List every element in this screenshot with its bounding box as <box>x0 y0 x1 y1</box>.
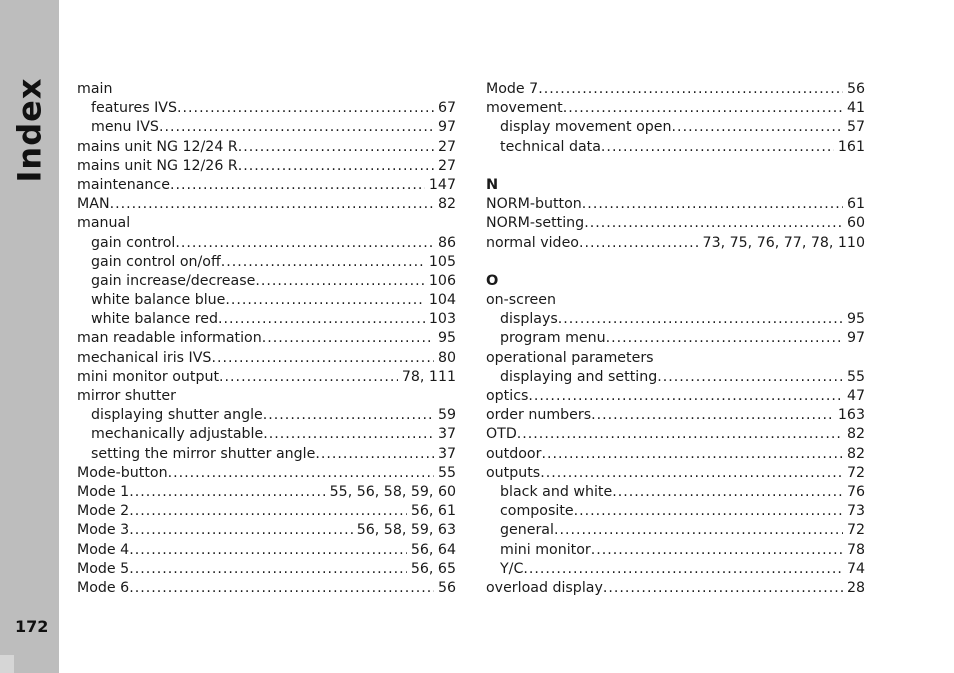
dot-leader <box>528 387 843 406</box>
index-entry-pages: 80 <box>437 349 456 366</box>
index-entry-pages: 95 <box>846 311 865 328</box>
index-entry <box>77 195 464 214</box>
index-entry-label: Mode 6 <box>77 579 130 596</box>
index-entry-label: outputs <box>486 464 541 481</box>
index-entry-label: mechanically adjustable <box>91 426 264 443</box>
dot-leader <box>175 234 434 253</box>
index-entry-label: gain control <box>91 234 176 251</box>
index-entry-label: gain increase/decrease <box>91 272 256 289</box>
index-entry-pages: 86 <box>437 234 456 251</box>
dot-leader <box>263 406 434 425</box>
dot-leader <box>601 138 834 157</box>
dot-leader <box>672 118 843 137</box>
index-entry-pages: 28 <box>846 579 865 596</box>
dot-leader <box>612 483 843 502</box>
index-entry-pages: 27 <box>437 138 456 155</box>
index-entry-pages: 47 <box>846 388 865 404</box>
index-entry-pages: 163 <box>837 407 865 424</box>
index-entry <box>77 349 464 368</box>
index-entry-pages: 56 <box>846 81 865 97</box>
index-entry-label: optics <box>486 388 529 404</box>
index-entry <box>77 521 464 540</box>
index-entry-pages: 56, 58, 59, 63 <box>356 522 456 539</box>
index-entry-pages: 55 <box>437 464 456 481</box>
dot-leader <box>554 521 843 540</box>
index-entry <box>486 310 873 329</box>
dot-leader <box>129 483 325 502</box>
index-entry <box>486 214 873 233</box>
index-entry-label: normal video <box>486 234 579 251</box>
index-entry-label: menu IVS <box>91 119 159 136</box>
index-entry <box>77 483 464 502</box>
index-entry-pages: 56, 64 <box>410 541 456 558</box>
dot-leader <box>591 406 834 425</box>
dot-leader <box>238 138 434 157</box>
index-entry-label: mirror shutter <box>77 388 176 404</box>
index-entry <box>77 138 464 157</box>
index-entry <box>486 387 873 406</box>
index-entry-label: Mode 7 <box>486 81 539 97</box>
index-entry-pages: 67 <box>437 100 456 117</box>
index-entry-pages: 106 <box>428 272 456 289</box>
index-entry <box>486 368 873 387</box>
index-entry-label: display movement open <box>500 119 672 136</box>
index-entry-pages: 61 <box>846 196 865 213</box>
index-entry <box>77 291 464 310</box>
index-entry-label: Mode 1 <box>77 483 130 500</box>
index-entry <box>486 291 873 310</box>
letter-heading-o: O <box>486 272 499 289</box>
index-entry-pages: 103 <box>428 311 456 328</box>
dot-leader <box>129 560 407 579</box>
index-entry-pages: 74 <box>846 560 865 577</box>
dot-leader <box>221 253 425 272</box>
index-entry <box>486 99 873 118</box>
index-entry-label: NORM-button <box>486 196 582 213</box>
index-entry-pages: 73 <box>846 503 865 520</box>
index-entry-label: man readable information <box>77 330 262 347</box>
index-entry-pages: 78, 111 <box>401 368 456 385</box>
index-entry-pages: 57 <box>846 119 865 136</box>
dot-leader <box>574 502 843 521</box>
index-entry-label: composite <box>500 503 574 520</box>
dot-leader <box>225 291 425 310</box>
dot-leader <box>129 579 434 598</box>
index-entry-pages: 72 <box>846 464 865 481</box>
index-entry-label: movement <box>486 100 563 117</box>
index-group-n <box>486 195 873 253</box>
dot-leader <box>606 329 843 348</box>
index-entry-label: outdoor <box>486 445 542 462</box>
index-entry-label: displaying and setting <box>500 368 658 385</box>
dot-leader <box>262 329 434 348</box>
dot-leader <box>129 541 407 560</box>
letter-heading-n: N <box>486 176 499 193</box>
dot-leader <box>219 368 398 387</box>
index-entry <box>486 329 873 348</box>
index-entry-label: operational parameters <box>486 349 654 366</box>
index-entry-pages: 56 <box>437 579 456 596</box>
index-entry <box>77 253 464 272</box>
index-entry <box>486 195 873 214</box>
index-entry-pages: 97 <box>437 119 456 136</box>
index-entry <box>486 349 873 368</box>
index-entry-pages: 37 <box>437 426 456 443</box>
index-entry <box>486 560 873 579</box>
index-entry-pages: 78 <box>846 541 865 558</box>
index-entry <box>77 464 464 483</box>
index-entry-label: MAN <box>77 196 110 213</box>
index-entry-pages: 59 <box>437 407 456 424</box>
index-entry-label: mechanical iris IVS <box>77 349 212 366</box>
index-entry-pages: 73, 75, 76, 77, 78, 110 <box>702 234 865 251</box>
index-entry <box>486 579 873 598</box>
dot-leader <box>168 464 434 483</box>
corner-marker <box>0 655 14 673</box>
index-entry <box>77 176 464 195</box>
index-entry-pages: 76 <box>846 483 865 500</box>
index-group-o <box>486 291 873 598</box>
index-entry <box>77 310 464 329</box>
index-entry-pages: 82 <box>437 196 456 213</box>
index-entry-pages: 60 <box>846 215 865 232</box>
index-column-right <box>486 80 873 598</box>
index-entry-pages: 82 <box>846 445 865 462</box>
dot-leader <box>603 579 843 598</box>
dot-leader <box>177 99 434 118</box>
index-entry-label: program menu <box>500 330 606 347</box>
section-title <box>9 76 49 184</box>
dot-leader <box>315 445 434 464</box>
index-entry <box>486 541 873 560</box>
index-entry <box>77 541 464 560</box>
index-entry <box>486 521 873 540</box>
index-entry-label: overload display <box>486 579 603 596</box>
dot-leader <box>218 310 425 329</box>
index-entry-label: Mode 5 <box>77 560 130 577</box>
dot-leader <box>255 272 425 291</box>
index-entry <box>77 406 464 425</box>
index-entry <box>77 445 464 464</box>
index-entry-label: setting the mirror shutter angle <box>91 445 316 462</box>
index-entry-pages: 104 <box>428 292 456 309</box>
dot-leader <box>582 195 843 214</box>
index-entry-pages: 161 <box>837 138 865 155</box>
dot-leader <box>211 349 434 368</box>
index-group-m-continued <box>486 80 873 157</box>
index-entry <box>486 138 873 157</box>
dot-leader <box>523 560 843 579</box>
dot-leader <box>110 195 434 214</box>
index-entry-label: features IVS <box>91 100 178 117</box>
index-entry-label: mini monitor <box>500 541 591 558</box>
dot-leader <box>657 368 843 387</box>
dot-leader <box>238 157 434 176</box>
dot-leader <box>129 521 353 540</box>
index-entry-pages: 97 <box>846 330 865 347</box>
dot-leader <box>541 445 843 464</box>
index-entry-label: manual <box>77 215 131 232</box>
dot-leader <box>540 464 843 483</box>
index-entry-label: NORM-setting <box>486 215 585 232</box>
index-entry-label: maintenance <box>77 176 170 193</box>
index-entry <box>486 483 873 502</box>
index-entry <box>77 118 464 137</box>
index-entry-pages: 72 <box>846 522 865 539</box>
index-entry-label: main <box>77 81 113 97</box>
dot-leader <box>129 502 407 521</box>
dot-leader <box>579 234 699 253</box>
index-entry-label: mini monitor output <box>77 368 220 385</box>
dot-leader <box>538 80 843 99</box>
index-entry-label: general <box>500 522 554 539</box>
index-entry-pages: 55 <box>846 368 865 385</box>
index-entry <box>77 272 464 291</box>
index-entry <box>77 502 464 521</box>
dot-leader <box>159 118 434 137</box>
index-entry <box>77 579 464 598</box>
section-title-text: Index <box>10 77 48 183</box>
index-entry <box>77 329 464 348</box>
index-entry-pages: 105 <box>428 253 456 270</box>
index-entry-label: OTD <box>486 426 517 443</box>
dot-leader <box>558 310 843 329</box>
index-entry <box>77 214 464 233</box>
index-entry-pages: 55, 56, 58, 59, 60 <box>329 483 456 500</box>
index-entry <box>486 445 873 464</box>
index-entry-pages: 82 <box>846 426 865 443</box>
index-entry <box>77 368 464 387</box>
index-entry-label: Mode 2 <box>77 503 130 520</box>
index-entry-label: displays <box>500 311 558 328</box>
index-entry-label: mains unit NG 12/26 R <box>77 157 238 174</box>
index-entry-label: white balance blue <box>91 292 226 309</box>
dot-leader <box>517 425 843 444</box>
index-entry-pages: 27 <box>437 157 456 174</box>
index-entry-label: on-screen <box>486 292 556 309</box>
index-entry <box>486 234 873 253</box>
index-entry-label: mains unit NG 12/24 R <box>77 138 238 155</box>
index-entry-pages: 56, 61 <box>410 503 456 520</box>
index-entry-label: Y/C <box>500 560 524 577</box>
dot-leader <box>591 541 843 560</box>
index-entry <box>486 406 873 425</box>
index-entry-label: white balance red <box>91 311 218 328</box>
index-entry-pages: 95 <box>437 330 456 347</box>
index-entry <box>486 464 873 483</box>
index-entry <box>486 118 873 137</box>
index-entry <box>486 425 873 444</box>
index-entry-label: technical data <box>500 138 601 155</box>
page-number: 172 <box>15 617 49 636</box>
index-entry-label: displaying shutter angle <box>91 407 263 424</box>
index-entry <box>77 560 464 579</box>
index-entry-pages: 56, 65 <box>410 560 456 577</box>
index-entry <box>486 80 873 99</box>
index-entry-pages: 37 <box>437 445 456 462</box>
index-entry <box>77 387 464 406</box>
dot-leader <box>170 176 425 195</box>
index-entry <box>77 80 464 99</box>
dot-leader <box>263 425 434 444</box>
index-entry-label: gain control on/off <box>91 253 221 270</box>
index-column-left <box>77 80 464 598</box>
index-entry-pages: 41 <box>846 100 865 117</box>
index-entry <box>77 425 464 444</box>
index-entry-label: Mode-button <box>77 464 168 481</box>
dot-leader <box>563 99 843 118</box>
index-entry-label: Mode 4 <box>77 541 130 558</box>
index-entry <box>77 99 464 118</box>
sidebar-tab <box>0 0 59 673</box>
index-entry-label: Mode 3 <box>77 522 130 539</box>
index-entry <box>77 234 464 253</box>
index-entry <box>486 502 873 521</box>
dot-leader <box>584 214 843 233</box>
index-entry-label: order numbers <box>486 407 592 424</box>
index-entry-label: black and white <box>500 483 613 500</box>
index-entry <box>77 157 464 176</box>
index-entry-pages: 147 <box>428 176 456 193</box>
